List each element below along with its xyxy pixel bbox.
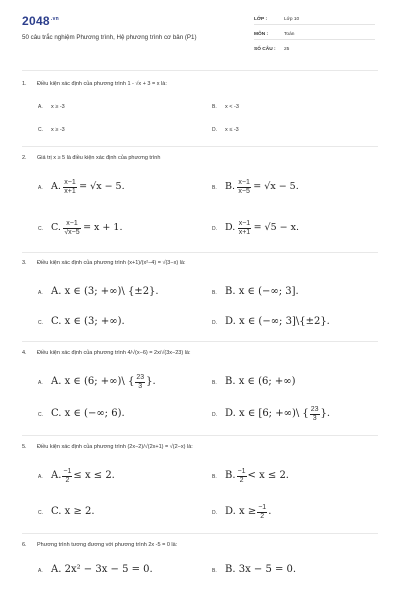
question-number: 1.: [22, 81, 27, 87]
count-value: 25: [284, 47, 290, 52]
option-prefix: A. x ∈ (6; +∞)\ {: [51, 375, 135, 387]
divider: [22, 435, 378, 436]
numerator: 23: [136, 374, 145, 381]
option-b[interactable]: [212, 286, 299, 297]
fraction: [310, 406, 320, 423]
option-b[interactable]: [212, 468, 289, 485]
numerator: −1: [258, 504, 267, 511]
numerator: x−1: [238, 220, 251, 227]
option-text: B. 3x − 5 = 0.: [225, 564, 297, 575]
subject-value: Toán: [284, 32, 295, 37]
count-label: SỐ CÂU :: [254, 47, 276, 52]
option-letter: D.: [212, 225, 217, 232]
option-letter: D.: [212, 320, 217, 326]
option-letter: A.: [38, 104, 43, 110]
fraction: [135, 374, 145, 391]
option-text: A. 2x² − 3x − 5 = 0.: [51, 564, 153, 575]
option-rest: = √5 − x.: [253, 221, 300, 233]
denominator: √x−5: [64, 229, 80, 236]
option-prefix: D.: [225, 221, 236, 233]
option-letter: A.: [38, 184, 43, 191]
numerator: x−1: [63, 220, 80, 229]
option-letter: B.: [212, 290, 217, 296]
option-b[interactable]: [212, 564, 296, 575]
option-letter: D.: [212, 411, 217, 418]
option-prefix: B.: [225, 180, 236, 192]
option-rest: = x + 1.: [83, 221, 123, 233]
option-letter: B.: [212, 380, 217, 386]
question-stem: Phương trình tương đương với phương trình 2x -5 = 0 là:: [37, 542, 178, 548]
question-stem: Điều kiện xác định của phương trình 1 - √x + 3 = x là:: [37, 81, 167, 87]
option-c[interactable]: [38, 408, 125, 419]
numerator: x−1: [64, 179, 76, 186]
option-a[interactable]: [38, 564, 153, 575]
divider: [22, 341, 378, 342]
divider: [22, 252, 378, 253]
option-rest: = √x − 5.: [79, 180, 125, 192]
option-a[interactable]: [38, 374, 156, 391]
fraction: [238, 220, 251, 237]
option-d[interactable]: [212, 406, 330, 423]
fraction: [257, 504, 267, 521]
option-rest: ≤ x ≤ 2.: [73, 469, 115, 481]
option-letter: A.: [38, 568, 43, 574]
divider: [254, 39, 375, 40]
option-d[interactable]: [212, 127, 239, 133]
option-prefix: D. x ∈ [6; +∞)\ {: [225, 407, 309, 419]
option-letter: D.: [212, 509, 217, 516]
page-header: [0, 0, 400, 62]
option-text: D. x ∈ (−∞; 3]\{±2}.: [225, 316, 330, 327]
numerator: 23: [310, 406, 319, 413]
option-letter: D.: [212, 127, 217, 133]
denominator: 3: [312, 415, 317, 422]
divider: [22, 70, 378, 71]
option-rest: .: [268, 505, 272, 517]
option-prefix: A.: [51, 180, 61, 192]
subject-label: MÔN :: [254, 32, 269, 37]
question-number: 6.: [22, 542, 27, 548]
option-text: A. x ∈ (3; +∞)\ {±2}.: [51, 286, 159, 297]
option-letter: B.: [212, 184, 217, 191]
question-stem: Điều kiện xác định của phương trình (2x−2)/√(2x+1) = √(2−x) là:: [37, 444, 193, 450]
class-value: Lớp 10: [284, 17, 300, 22]
option-rest: }.: [320, 407, 331, 419]
option-text: x ≥ -3: [51, 104, 65, 110]
option-b[interactable]: [212, 376, 296, 387]
option-a[interactable]: [38, 104, 65, 110]
option-c[interactable]: [38, 316, 125, 327]
denominator: 3: [138, 383, 143, 390]
option-letter: A.: [38, 290, 43, 296]
question-stem: Giá trị x ≥ 5 là điều kiện xác định của phương trình: [37, 155, 161, 161]
fraction: [62, 468, 72, 485]
question-stem: Điều kiện xác định của phương trình (x+1)/(x²−4) = √(3−x) là:: [37, 260, 186, 266]
option-letter: A.: [38, 473, 43, 480]
numerator: −1: [63, 468, 72, 475]
option-text: C. x ∈ (−∞; 6).: [51, 408, 125, 419]
option-b[interactable]: [212, 179, 299, 196]
option-letter: C.: [38, 225, 43, 232]
fraction: [63, 179, 76, 196]
logo-suffix: .vn: [50, 16, 60, 22]
option-text: C. x ≥ 2.: [51, 506, 95, 517]
site-logo[interactable]: [22, 14, 59, 28]
option-prefix: D. x ≥: [225, 505, 257, 517]
option-rest: < x ≤ 2.: [247, 469, 289, 481]
numerator: x−1: [238, 179, 250, 186]
divider: [22, 146, 378, 147]
option-c[interactable]: [38, 127, 65, 133]
option-letter: B.: [212, 568, 217, 574]
option-text: B. x ∈ (−∞; 3].: [225, 286, 299, 297]
divider: [254, 24, 375, 25]
option-text: x < -3: [225, 104, 239, 110]
option-letter: C.: [38, 412, 43, 418]
question-number: 2.: [22, 155, 27, 161]
page-title: 50 câu trắc nghiệm Phương trình, Hệ phương trình cơ bản (P1): [22, 34, 197, 41]
fraction: [237, 468, 247, 485]
option-d[interactable]: [212, 316, 330, 327]
option-prefix: B.: [225, 469, 236, 481]
denominator: x+1: [238, 229, 251, 236]
option-d[interactable]: [212, 220, 299, 237]
option-prefix: C.: [51, 221, 61, 233]
option-text: B. x ∈ (6; +∞): [225, 376, 296, 387]
option-letter: A.: [38, 379, 43, 386]
denominator: 2: [65, 477, 70, 484]
denominator: 2: [239, 477, 244, 484]
denominator: 2: [260, 513, 265, 520]
option-text: x ≥ -3: [51, 127, 65, 133]
option-text: C. x ∈ (3; +∞).: [51, 316, 125, 327]
option-b[interactable]: [212, 104, 239, 110]
class-label: LỚP :: [254, 17, 268, 22]
option-d[interactable]: [212, 504, 271, 521]
option-a[interactable]: [38, 468, 115, 485]
option-letter: B.: [212, 104, 217, 110]
option-letter: C.: [38, 510, 43, 516]
option-a[interactable]: [38, 179, 125, 196]
option-prefix: A.: [51, 469, 62, 481]
option-letter: C.: [38, 127, 43, 133]
fraction: [63, 220, 80, 237]
logo-text: 2048: [22, 14, 50, 28]
denominator: x−5: [238, 188, 250, 195]
option-c[interactable]: [38, 220, 122, 237]
denominator: x+1: [64, 188, 76, 195]
question-stem: Điều kiện xác định của phương trình 4/√(x−6) = 2x/√(3x−23) là:: [37, 350, 191, 356]
numerator: −1: [237, 468, 246, 475]
fraction: [237, 179, 250, 196]
option-a[interactable]: [38, 286, 159, 297]
option-letter: B.: [212, 473, 217, 480]
option-rest: }.: [146, 375, 156, 387]
divider: [22, 533, 378, 534]
question-number: 5.: [22, 444, 27, 450]
question-number: 3.: [22, 260, 27, 266]
option-letter: C.: [38, 320, 43, 326]
question-number: 4.: [22, 350, 27, 356]
option-text: x ≤ -3: [225, 127, 239, 133]
option-rest: = √x − 5.: [253, 180, 299, 192]
option-c[interactable]: [38, 506, 95, 517]
